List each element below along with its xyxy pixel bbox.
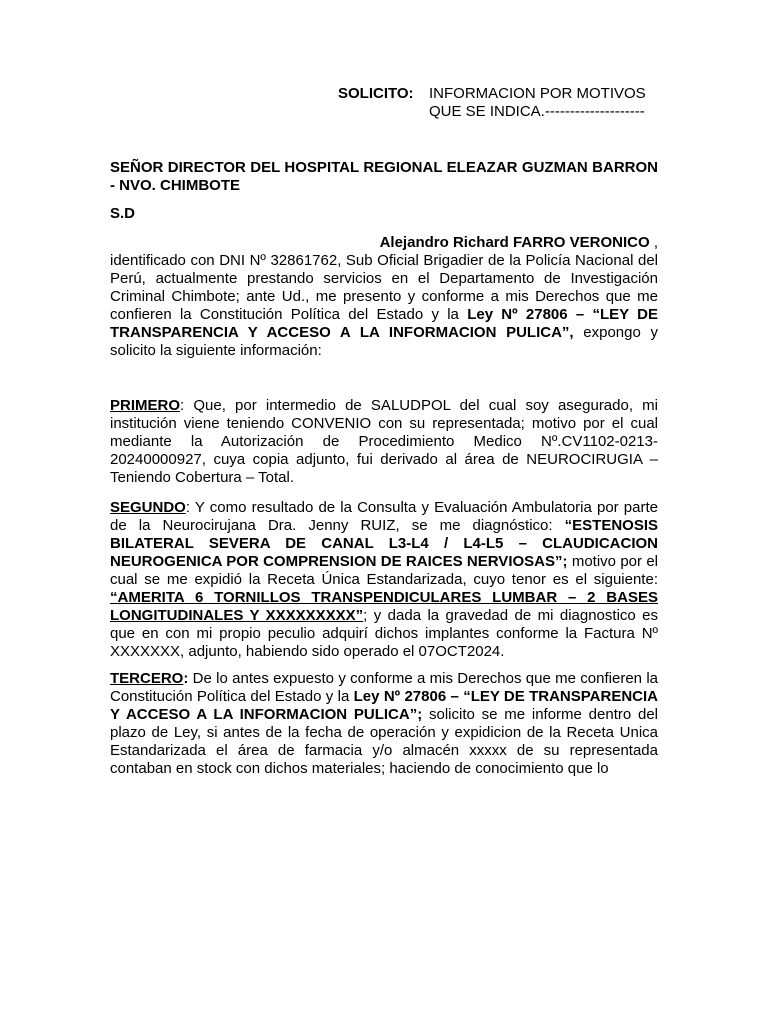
segundo-heading: SEGUNDO (110, 499, 186, 516)
applicant-last-names: FARRO VERONICO (512, 234, 650, 251)
subject-line-1: INFORMACION POR MOTIVOS (429, 85, 646, 102)
intro-text-1: identificado con DNI Nº 32861762, Sub Oficial Brigadier de la Policía Nacional del Perú, actualmente prestando servicios en el Departamento de Investigación Criminal Chimbote; ante Ud., me presento y conforme a mis Derechos que me confieren la Constitución Política del Estado y la (110, 252, 658, 323)
tercero-text-1: De lo antes expuesto y conforme a mis Derechos que me confieren la Constitución Política del Estado y la (110, 670, 658, 705)
tercero-law-reference: Ley Nº 27806 – “LEY DE TRANSPARENCIA Y ACCESO A LA INFORMACION PULICA”; (110, 688, 658, 723)
segundo-text-1: : Y como resultado de la Consulta y Evaluación Ambulatoria por parte de la Neurocirujana Dra. Jenny RUIZ, se me diagnóstico: (110, 499, 658, 534)
intro-law-reference: Ley Nº 27806 – “LEY DE TRANSPARENCIA Y ACCESO A LA INFORMACION PULICA”, (110, 306, 658, 341)
primero-heading: PRIMERO (110, 397, 181, 414)
paragraph-segundo (110, 499, 658, 661)
primero-text: : Que, por intermedio de SALUDPOL del cual soy asegurado, mi institución viene teniendo CONVENIO con su representada; motivo por el cual mediante la Autorización de Procedimiento Medico Nº.CV1102-0213-20240000927, cuya copia adjunto, fui derivado al área de NEUROCIRUGIA – Teniendo Cobertura – Total. (110, 397, 658, 486)
document-page (110, 0, 658, 1024)
tercero-colon: : (183, 670, 189, 687)
applicant-name (380, 234, 658, 252)
subject-line-2: QUE SE INDICA.-------------------- (429, 103, 645, 120)
tercero-heading: TERCERO (110, 670, 184, 687)
paragraph-primero (110, 397, 658, 487)
applicant-name-comma: , (649, 234, 658, 251)
segundo-diagnosis: “ESTENOSIS BILATERAL SEVERA DE CANAL L3-L4 / L4-L5 – CLAUDICACION NEUROGENICA POR COMPRENSION DE RAICES NERVIOSAS”; (110, 517, 658, 570)
segundo-prescription: “AMERITA 6 TORNILLOS TRANSPENDICULARES LUMBAR – 2 BASES LONGITUDINALES Y XXXXXXXXX” (110, 589, 658, 624)
subject-block (110, 85, 658, 125)
segundo-text-3: ; y dada la gravedad de mi diagnostico es que en con mi propio peculio adquirí dichos implantes conforme la Factura Nº XXXXXXX, adjunto, habiendo sido operado el 07OCT2024. (110, 607, 659, 660)
paragraph-tercero (110, 670, 658, 778)
salutation: S.D (110, 205, 136, 222)
addressee: SEÑOR DIRECTOR DEL HOSPITAL REGIONAL ELEAZAR GUZMAN BARRON - NVO. CHIMBOTE (110, 159, 658, 194)
intro-paragraph (110, 252, 658, 360)
applicant-first-names: Alejandro Richard (379, 234, 509, 251)
subject-label: SOLICITO: (338, 85, 414, 102)
segundo-text-2: motivo por el cual se me expidió la Receta Única Estandarizada, cuyo tenor es el siguiente: (110, 553, 658, 588)
intro-text-2: expongo y solicito la siguiente información: (110, 324, 658, 359)
tercero-text-2: solicito se me informe dentro del plazo de Ley, si antes de la fecha de operación y expidicion de la Receta Unica Estandarizada el área de farmacia y/o almacén xxxxx de su representada contaban en stock con dichos materiales; haciendo de conocimiento que lo (110, 706, 658, 777)
